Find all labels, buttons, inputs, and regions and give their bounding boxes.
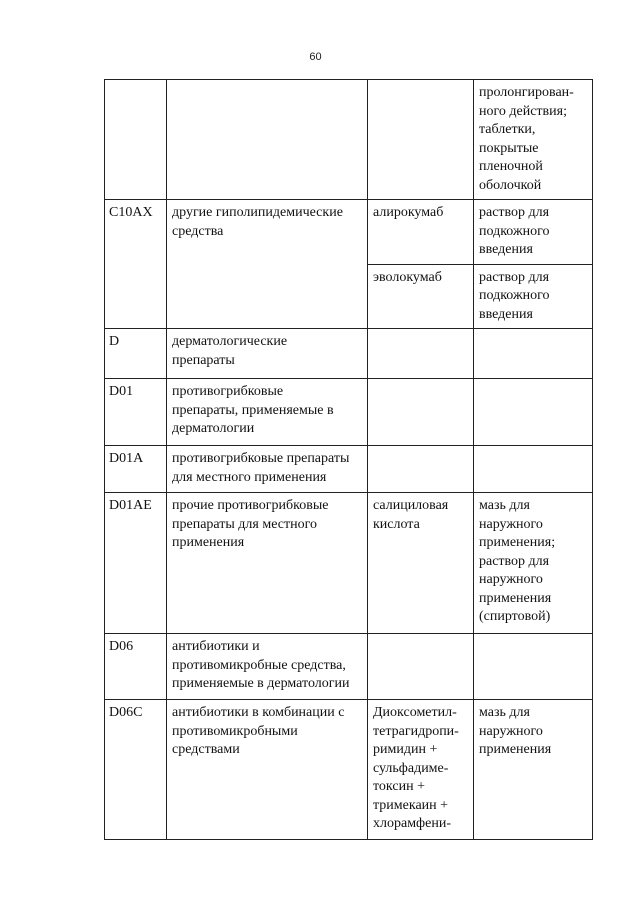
group-name-cell: противогрибковые препараты для местного применения: [167, 446, 368, 493]
drug-name-cell: [368, 329, 474, 379]
group-name-cell: дерматологические препараты: [167, 329, 368, 379]
table-row: [105, 200, 593, 265]
atc-code-cell: C10AX: [105, 200, 167, 329]
group-name-cell: антибиотики в комбинации с противомикробными средствами: [167, 700, 368, 840]
atc-code-cell: [105, 80, 167, 200]
dosage-form-cell: мазь для наружного применения; раствор для наружного применения (спиртовой): [474, 493, 593, 634]
dosage-form-cell: пролонгирован- ного действия; таблетки, покрытые пленочной оболочкой: [474, 80, 593, 200]
drug-name-cell: [368, 80, 474, 200]
dosage-form-cell: раствор для подкожного введения: [474, 264, 593, 329]
dosage-form-cell: раствор для подкожного введения: [474, 200, 593, 265]
table-row: [105, 493, 593, 634]
drug-name-cell: эволокумаб: [368, 264, 474, 329]
table-row: [105, 700, 593, 840]
group-name-cell: другие гиполипидемические средства: [167, 200, 368, 329]
dosage-form-cell: мазь для наружного применения: [474, 700, 593, 840]
drug-name-cell: алирокумаб: [368, 200, 474, 265]
dosage-form-cell: [474, 379, 593, 446]
drug-name-cell: [368, 634, 474, 700]
drug-name-cell: салициловая кислота: [368, 493, 474, 634]
table-row: [105, 446, 593, 493]
atc-code-cell: D01A: [105, 446, 167, 493]
atc-code-cell: D: [105, 329, 167, 379]
group-name-cell: антибиотики и противомикробные средства, применяемые в дерматологии: [167, 634, 368, 700]
group-name-cell: прочие противогрибковые препараты для местного применения: [167, 493, 368, 634]
dosage-form-cell: [474, 634, 593, 700]
drug-name-cell: [368, 379, 474, 446]
group-name-cell: [167, 80, 368, 200]
atc-code-cell: D01AE: [105, 493, 167, 634]
atc-code-cell: D06: [105, 634, 167, 700]
table-row: [105, 80, 593, 200]
drug-name-cell: Диоксометил- тетрагидропи- римидин + сульфадиме- токсин + тримекаин + хлорамфени-: [368, 700, 474, 840]
page-number: 60: [309, 51, 322, 63]
drug-classification-table: [104, 79, 593, 840]
dosage-form-cell: [474, 446, 593, 493]
drug-name-cell: [368, 446, 474, 493]
atc-code-cell: D06C: [105, 700, 167, 840]
table-row: [105, 329, 593, 379]
atc-code-cell: D01: [105, 379, 167, 446]
table-row: [105, 634, 593, 700]
dosage-form-cell: [474, 329, 593, 379]
table-row: [105, 379, 593, 446]
group-name-cell: противогрибковые препараты, применяемые в дерматологии: [167, 379, 368, 446]
